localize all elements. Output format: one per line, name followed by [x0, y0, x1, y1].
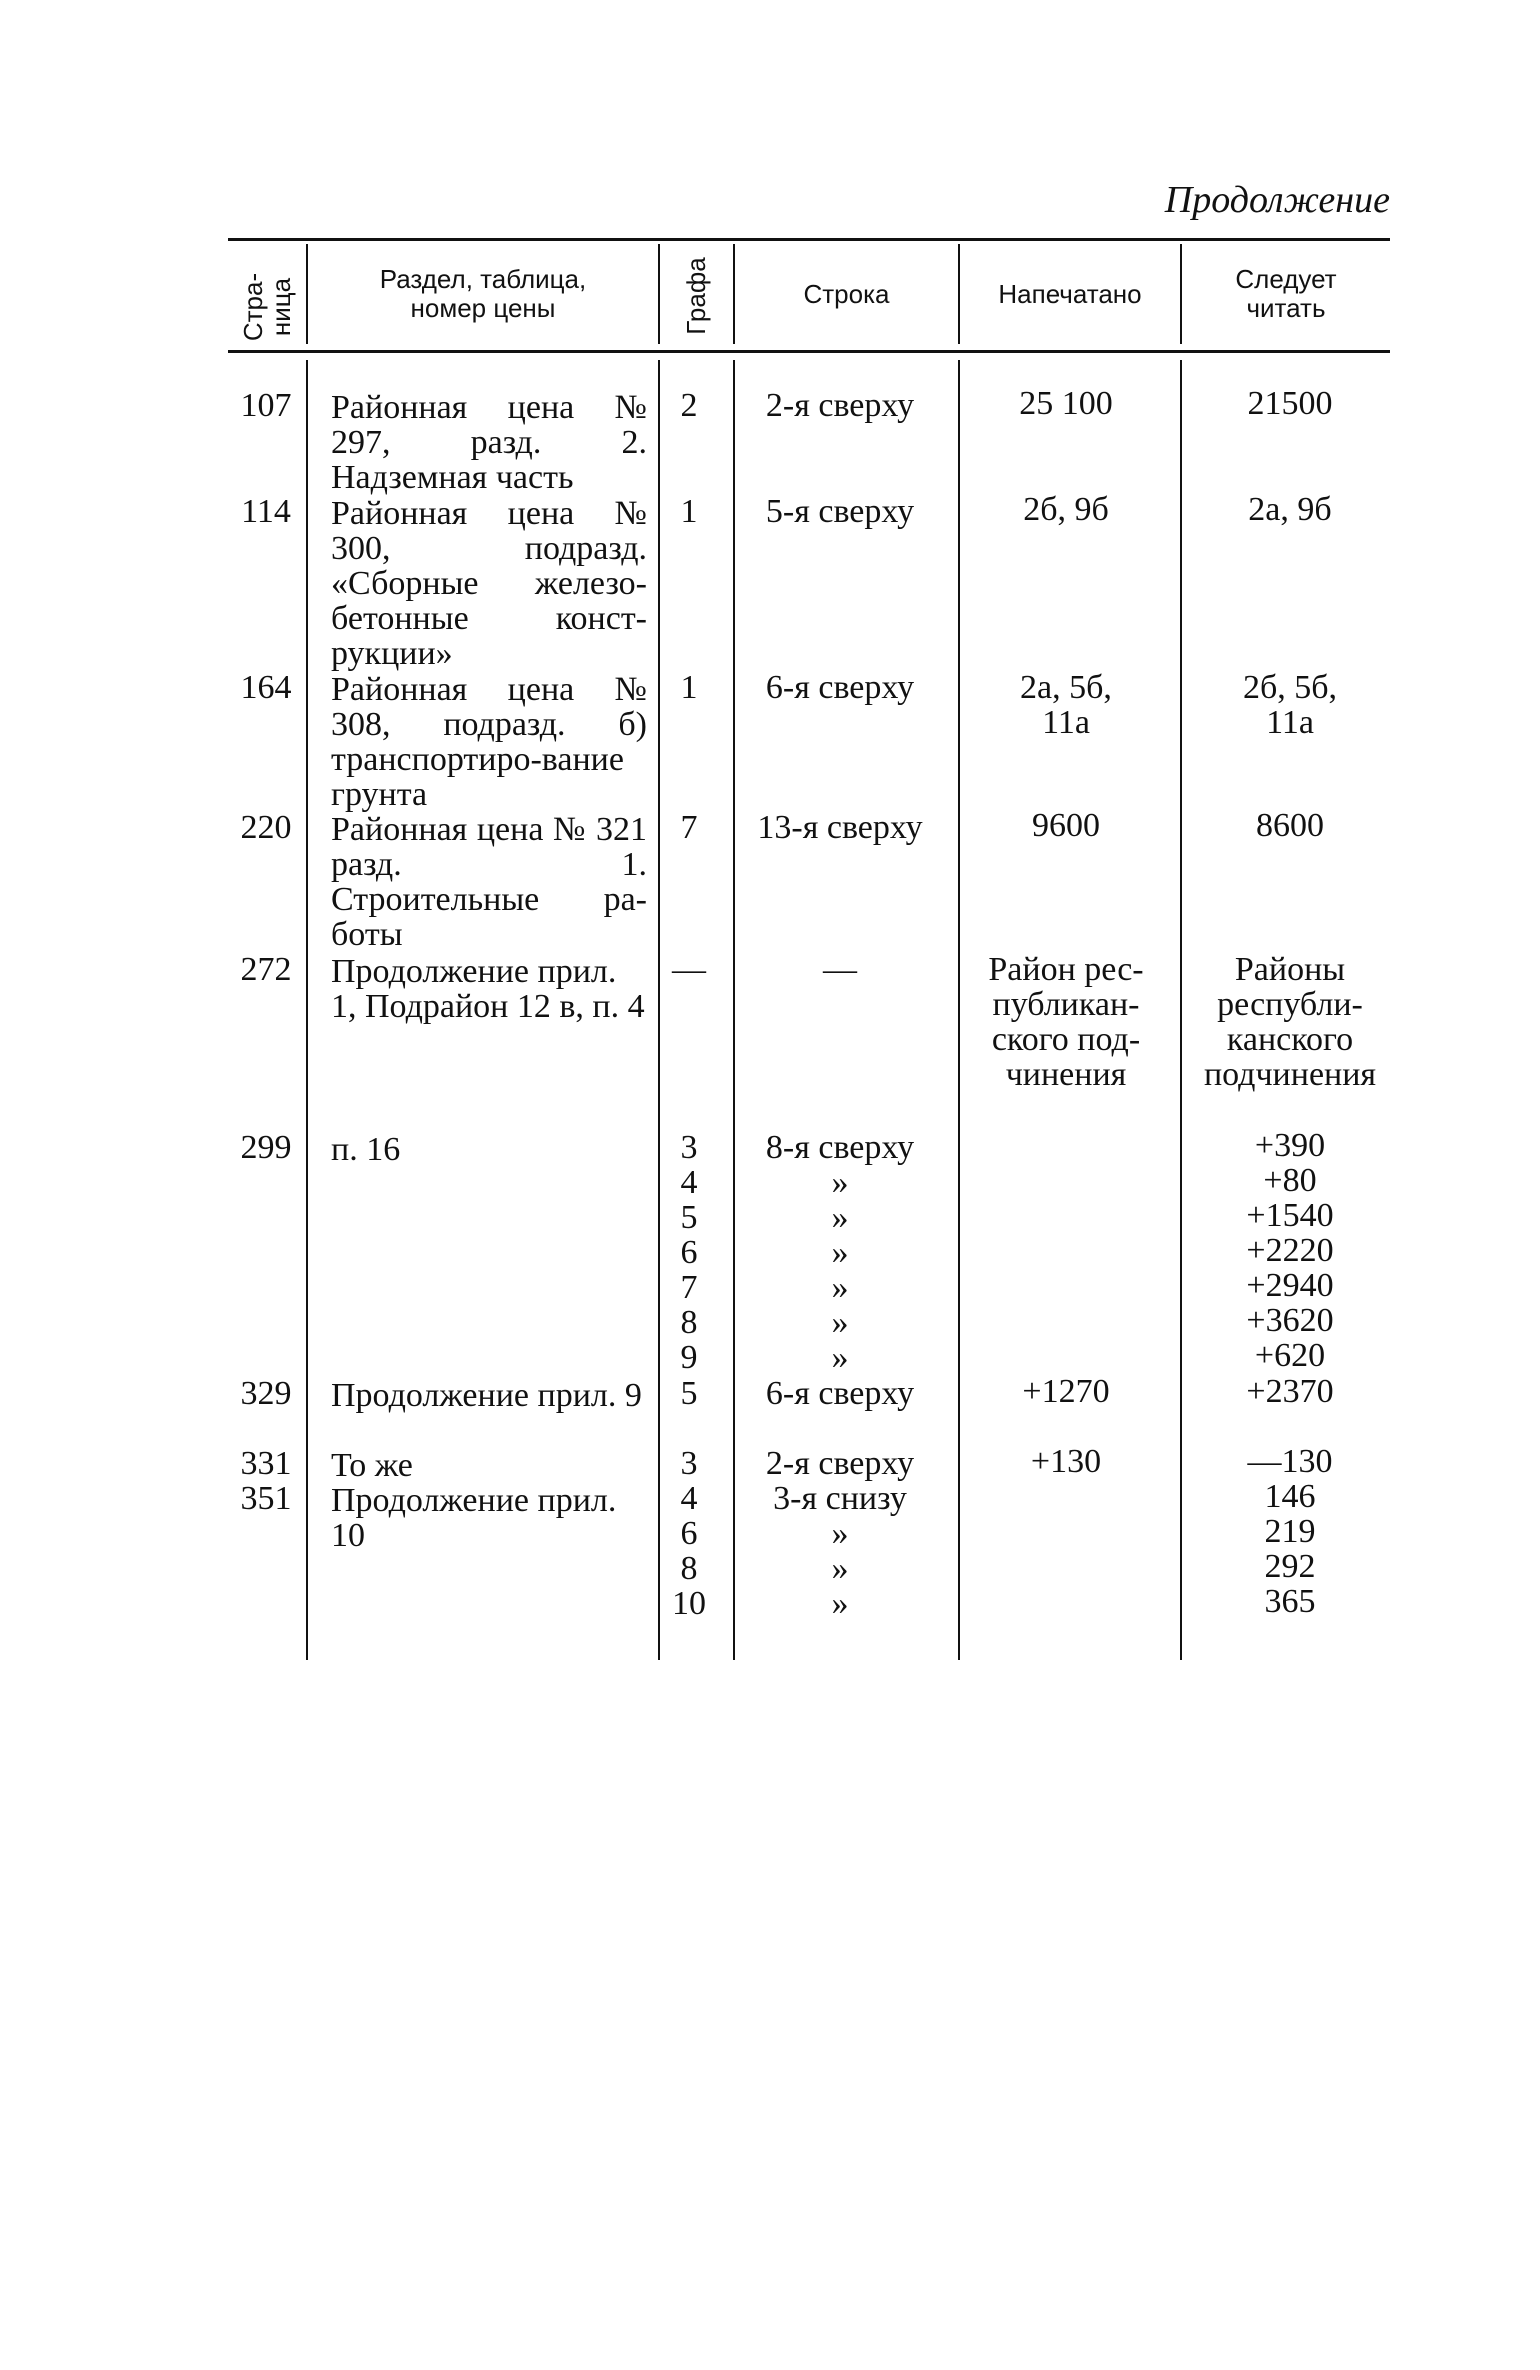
- errata-table: [228, 238, 1390, 1668]
- row-page: 272: [240, 951, 292, 988]
- row-line: [740, 1481, 940, 1621]
- printed-line: Район рес-: [988, 951, 1144, 988]
- read-line: 11а: [1266, 704, 1314, 741]
- header-read-line: читать: [1246, 293, 1326, 323]
- header-page-line: Стра-: [238, 272, 268, 342]
- row-read: 2а, 9б: [1248, 491, 1332, 528]
- divider-header: [658, 244, 660, 344]
- row-printed: 2б, 9б: [1023, 491, 1109, 528]
- row-read: +2370: [1246, 1373, 1334, 1410]
- row-section: Районная цена № 308, подразд. б) транспортиро-вание грунта: [331, 671, 647, 813]
- read-line: 219: [1264, 1513, 1316, 1550]
- continuation-caption: Продолжение: [1164, 179, 1390, 221]
- line-value: 8-я сверху: [765, 1129, 915, 1166]
- divider-body: [958, 360, 960, 1660]
- printed-line: 11а: [1042, 704, 1090, 741]
- header-line: Строка: [803, 278, 890, 309]
- row-section: Продолжение прил. 9: [331, 1377, 642, 1414]
- row-page: 329: [240, 1375, 292, 1412]
- printed-line: ского под-: [991, 1021, 1141, 1058]
- row-column: 2: [680, 387, 698, 424]
- read-line: +3620: [1246, 1302, 1334, 1339]
- column-value: 7: [680, 1269, 698, 1306]
- row-line: 5-я сверху: [765, 493, 915, 530]
- row-column: 7: [680, 809, 698, 846]
- line-value: »: [831, 1269, 849, 1306]
- header-column: Графа: [681, 257, 711, 335]
- row-column: 5: [680, 1375, 698, 1412]
- row-section: Районная цена № 300, подразд. «Сборные железо-бетонные конст-рукции»: [331, 495, 647, 672]
- row-read: —130: [1247, 1443, 1333, 1480]
- row-section: п. 16: [331, 1131, 401, 1168]
- row-section: Районная цена № 297, разд. 2. Надземная часть: [331, 389, 647, 496]
- row-column: —: [672, 951, 706, 988]
- header-bottom-rule: [228, 350, 1390, 353]
- row-line: 6-я сверху: [765, 669, 915, 706]
- row-line: 2-я сверху: [765, 1445, 915, 1482]
- column-value: 4: [680, 1480, 698, 1517]
- header-page: [239, 261, 295, 353]
- row-printed: 25 100: [1019, 385, 1113, 422]
- line-value: »: [831, 1515, 849, 1552]
- row-read: [1190, 1128, 1390, 1373]
- line-value: »: [831, 1234, 849, 1271]
- row-line: 13-я сверху: [757, 809, 923, 846]
- row-printed: 9600: [1032, 807, 1100, 844]
- column-value: 9: [680, 1339, 698, 1376]
- row-printed: +130: [1030, 1443, 1102, 1480]
- read-line: +2940: [1246, 1267, 1334, 1304]
- line-value: »: [831, 1585, 849, 1622]
- divider-body: [306, 360, 308, 1660]
- header-section-line: Раздел, таблица,: [379, 264, 587, 294]
- read-line: канского: [1226, 1021, 1354, 1058]
- row-read: [1190, 670, 1390, 740]
- printed-line: 2а, 5б,: [1020, 669, 1112, 706]
- row-column: [660, 1130, 718, 1375]
- line-value: »: [831, 1304, 849, 1341]
- line-value: »: [831, 1164, 849, 1201]
- row-line: —: [823, 951, 857, 988]
- read-line: +620: [1254, 1337, 1326, 1374]
- row-read: 8600: [1256, 807, 1324, 844]
- line-value: »: [831, 1550, 849, 1587]
- printed-line: чинения: [1005, 1056, 1127, 1093]
- column-value: 4: [680, 1164, 698, 1201]
- row-printed: [966, 952, 1166, 1092]
- read-line: +1540: [1246, 1197, 1334, 1234]
- line-value: »: [831, 1339, 849, 1376]
- printed-line: публикан-: [992, 986, 1140, 1023]
- row-page: 114: [241, 493, 291, 530]
- row-read: [1190, 952, 1390, 1092]
- row-column: [660, 1481, 718, 1621]
- header-read-line: Следует: [1235, 264, 1337, 294]
- read-line: +80: [1263, 1162, 1317, 1199]
- row-page: 351: [240, 1480, 292, 1517]
- read-line: республи-: [1217, 986, 1363, 1023]
- row-line: 2-я сверху: [765, 387, 915, 424]
- row-column: 3: [680, 1445, 698, 1482]
- row-line: 6-я сверху: [765, 1375, 915, 1412]
- header-section-line: номер цены: [410, 293, 556, 323]
- read-line: 2б, 5б,: [1242, 669, 1338, 706]
- row-column: 1: [680, 669, 698, 706]
- column-value: 3: [680, 1129, 698, 1166]
- read-line: 292: [1264, 1548, 1316, 1585]
- row-page: 299: [240, 1129, 292, 1166]
- read-line: +2220: [1246, 1232, 1334, 1269]
- column-value: 5: [680, 1199, 698, 1236]
- row-read: 21500: [1247, 385, 1333, 422]
- column-value: 6: [680, 1515, 698, 1552]
- header-section: [308, 238, 658, 350]
- read-line: Районы: [1234, 951, 1346, 988]
- row-section: То же: [331, 1447, 413, 1484]
- row-page: 331: [240, 1445, 292, 1482]
- read-line: +390: [1254, 1127, 1326, 1164]
- column-value: 8: [680, 1304, 698, 1341]
- row-section: Районная цена № 321 разд. 1. Строительные ра-боты: [331, 811, 647, 953]
- row-page: 220: [240, 809, 292, 846]
- column-value: 8: [680, 1550, 698, 1587]
- header-read: [1182, 238, 1390, 350]
- row-section: Продолжение прил. 10: [331, 1482, 617, 1554]
- header-page-line: ница: [266, 277, 296, 337]
- divider-body: [1180, 360, 1182, 1660]
- read-line: 146: [1264, 1478, 1316, 1515]
- header-printed: Напечатано: [998, 278, 1142, 309]
- row-page: 107: [240, 387, 292, 424]
- read-line: 365: [1264, 1583, 1316, 1620]
- row-line: [740, 1130, 940, 1375]
- row-section: Продолжение прил. 1, Подрайон 12 в, п. 4: [331, 953, 645, 1025]
- column-value: 6: [680, 1234, 698, 1271]
- divider-body: [733, 360, 735, 1660]
- column-value: 10: [672, 1585, 706, 1622]
- row-printed: +1270: [1022, 1373, 1110, 1410]
- row-page: 164: [240, 669, 292, 706]
- line-value: »: [831, 1199, 849, 1236]
- row-read: [1190, 1479, 1390, 1619]
- row-printed: [966, 670, 1166, 740]
- row-column: 1: [680, 493, 698, 530]
- line-value: 3-я снизу: [773, 1480, 907, 1517]
- read-line: подчинения: [1203, 1056, 1377, 1093]
